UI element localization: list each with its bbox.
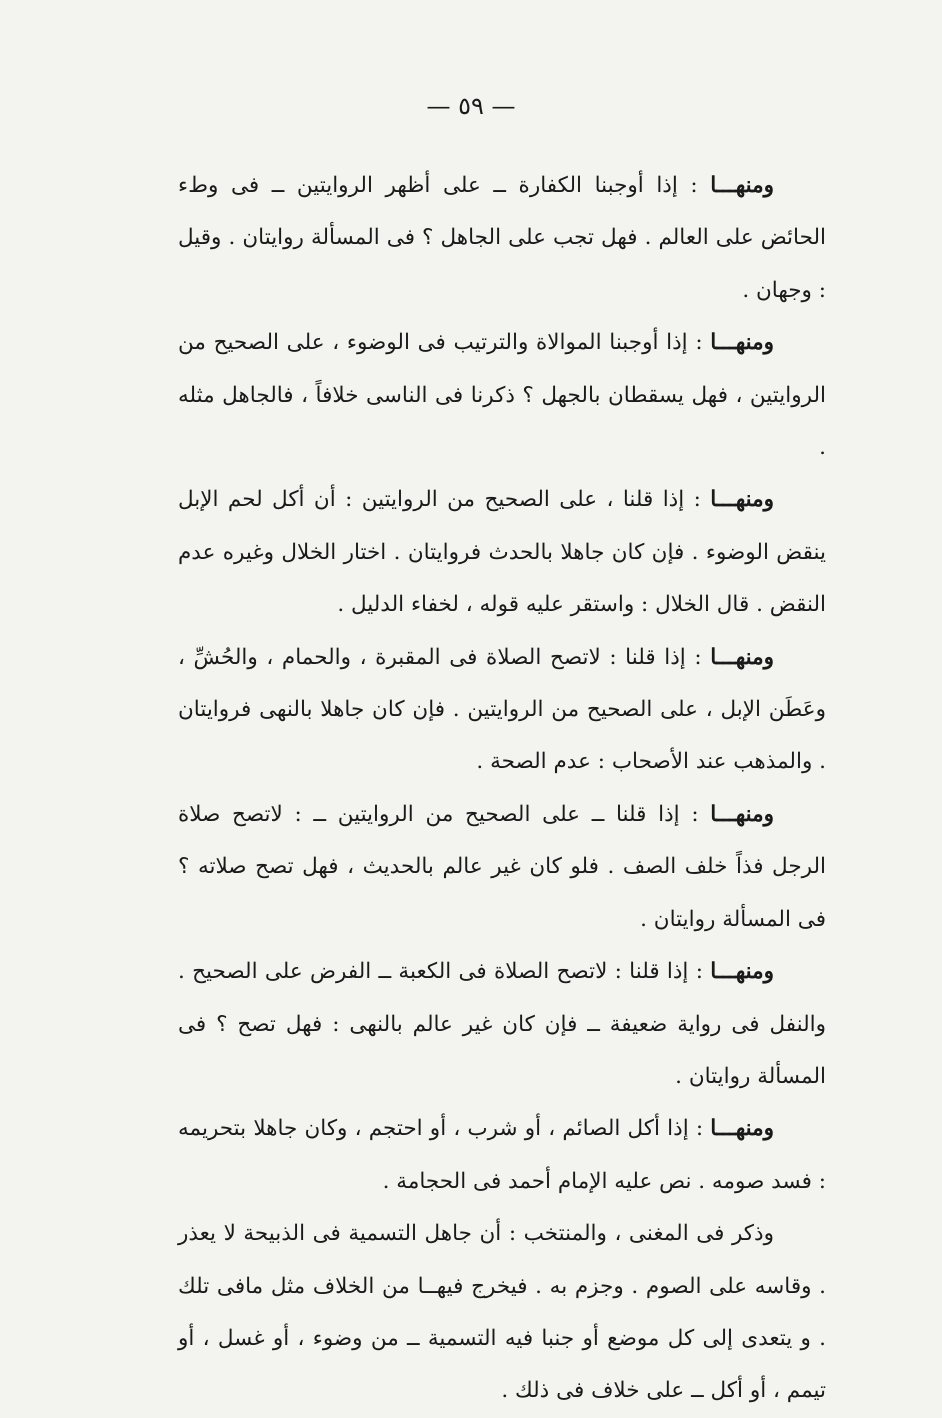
paragraph-text: : إذا أوجبنا الكفارة ــ على أظهر الروايتين ــ فى وطء الحائض على العالم . فهل تجب على الجاهل ؟ فى المسألة روايتان . وقيل : وجهان . <box>178 173 826 303</box>
paragraph-keyword: ومنهـــا <box>710 487 774 513</box>
paragraph-text: : إذا أكل الصائم ، أو شرب ، أو احتجم ، وكان جاهلا بتحريمه : فسد صومه . نص عليه الإمام أحمد فى الحجامة . <box>178 1116 826 1194</box>
paragraph-text: وذكر فى المغنى ، والمنتخب : أن جاهل التسمية فى الذبيحة لا يعذر . وقاسه على الصوم . وجزم به . فيخرج فيهــا من الخلاف مثل مافى تلك . و يتعدى إلى كل موضع أو جنبا فيه التسمية ــ من وضوء ، أو غسل ، أو تيمم ، أو أكل ــ على خلاف فى ذلك . <box>178 1221 826 1404</box>
paragraph-text: : إذا قلنا : لاتصح الصلاة فى المقبرة ، والحمام ، والحُشِّ ، وعَطَن الإبل ، على الصحيح من الروايتين . فإن كان جاهلا بالنهى فروايتان . والمذهب عند الأصحاب : عدم الصحة . <box>178 644 826 775</box>
paragraph-keyword: ومنهـــا <box>710 173 774 198</box>
paragraph-keyword: ومنهـــا <box>710 959 774 985</box>
paragraph-keyword: ومنهـــا <box>710 1116 774 1142</box>
paragraph-8 <box>178 1208 826 1418</box>
paragraph-keyword: ومنهـــا <box>710 330 774 356</box>
paragraph-7 <box>178 1103 826 1208</box>
paragraph-text: : إذا أوجبنا الموالاة والترتيب فى الوضوء ، على الصحيح من الروايتين ، فهل يسقطان بالجهل ؟ ذكرنا فى الناسى خلافاً ، فالجاهل مثله . <box>178 330 826 461</box>
body-text <box>178 160 826 1418</box>
paragraph-text: : إذا قلنا : لاتصح الصلاة فى الكعبة ــ الفرض على الصحيح . والنفل فى رواية ضعيفة ــ فإن كان غير عالم بالنهى : فهل تصح ؟ فى المسألة روايتان . <box>178 959 826 1089</box>
paragraph-text: : إذا قلنا ، على الصحيح من الروايتين : أن أكل لحم الإبل ينقض الوضوء . فإن كان جاهلا بالحدث فروايتان . اختار الخلال وغيره عدم النقض . قال الخلال : واستقر عليه قوله ، لخفاء الدليل . <box>178 487 826 618</box>
paragraph-keyword: ومنهـــا <box>710 644 774 670</box>
paragraph-text: : إذا قلنا ــ على الصحيح من الروايتين ــ : لاتصح صلاة الرجل فذاً خلف الصف . فلو كان غير عالم بالحديث ، فهل تصح صلاته ؟ فى المسألة روايتان . <box>178 801 826 932</box>
paragraph-5 <box>178 789 826 946</box>
paragraph-4 <box>178 632 826 789</box>
paragraph-2 <box>178 317 826 474</box>
paragraph-1 <box>178 160 826 317</box>
paragraph-6 <box>178 946 826 1103</box>
paragraph-3 <box>178 474 826 631</box>
paragraph-keyword: ومنهـــا <box>710 801 774 827</box>
page-number: — ٥٩ — <box>426 92 516 120</box>
